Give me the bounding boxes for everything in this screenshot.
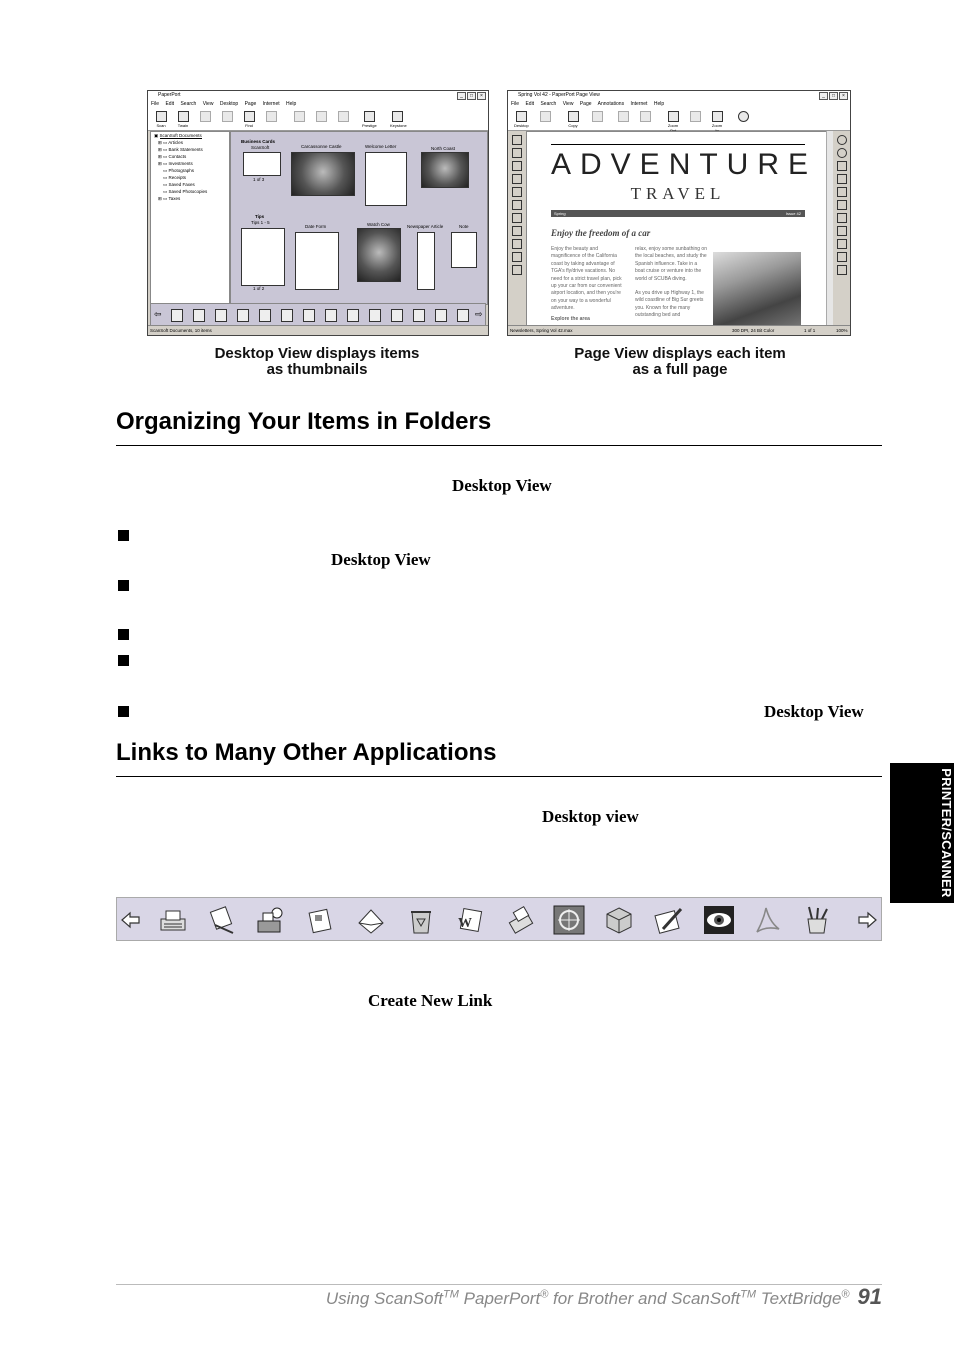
enhance-icon[interactable]: [837, 174, 847, 184]
document-icon[interactable]: [305, 905, 337, 935]
bullet-icon: [118, 580, 129, 591]
page-counter: 1 of 3: [253, 177, 265, 182]
tree-item[interactable]: ▭ Saved Faxes: [163, 182, 195, 187]
rotate-icon: [266, 111, 277, 122]
toolbar-button[interactable]: [336, 111, 350, 127]
tool-icon: [222, 111, 233, 122]
band-right: Issue 42: [785, 211, 801, 216]
headline-adventure: ADVENTURE: [551, 148, 818, 181]
tree-item-label: Saved Photocopies: [168, 189, 208, 194]
cube-icon[interactable]: [603, 905, 635, 935]
tree-item[interactable]: ▭ Saved Photocopies: [163, 189, 208, 194]
grid-icon[interactable]: [837, 187, 847, 197]
hand-tool-icon[interactable]: [512, 187, 522, 197]
text-tool-icon[interactable]: [512, 213, 522, 223]
desktop-label: Desktop: [514, 123, 529, 128]
keystone-label: Keystone: [390, 123, 407, 128]
app-link-icon[interactable]: [215, 309, 227, 322]
business-card-thumbnail[interactable]: [243, 152, 281, 176]
page-icon[interactable]: [837, 239, 847, 249]
thumb-label: Watch Cow: [367, 222, 390, 227]
menu-file[interactable]: File: [511, 101, 520, 107]
page-view-screenshot: [507, 90, 851, 336]
tool-icon: [200, 111, 211, 122]
folder-tree: [150, 131, 230, 305]
app-link-icon[interactable]: [413, 309, 425, 322]
page-footer: [326, 1284, 882, 1310]
tips-thumbnail[interactable]: [241, 228, 285, 286]
menu-search[interactable]: Search: [180, 101, 197, 107]
tree-root[interactable]: ▣ ScanSoft Documents: [154, 133, 202, 138]
article-column-1: Enjoy the beauty and magnificence of the California coast by taking advantage of TGA's fly/drive vacations. No need for a strict travel plan, pick up your car from our convenient airport location, and then you're on your way to a wonderful adventure.: [551, 246, 622, 312]
tree-item-label: Saved Faxes: [168, 182, 195, 187]
section-rule: [116, 776, 882, 777]
copy-icon: [568, 111, 579, 122]
tree-item[interactable]: ⊞ ▭ Taxes: [158, 196, 181, 201]
thumb-label: Note: [459, 224, 469, 229]
menu-view[interactable]: View: [202, 101, 214, 107]
tree-item-label: Contacts: [168, 154, 187, 159]
page-status-bar: [508, 325, 850, 335]
tool-icon: [294, 111, 305, 122]
copy-button[interactable]: [566, 111, 580, 127]
tree-item[interactable]: ▭ Photographs: [163, 168, 195, 173]
desktop-view-term: Desktop View: [452, 476, 552, 495]
footer-text: PaperPort: [458, 1289, 541, 1308]
stamp-tool-icon[interactable]: [512, 265, 522, 275]
toolbar-button[interactable]: [638, 111, 652, 127]
scan-label: Scan: [156, 123, 166, 128]
tree-root-label: ScanSoft Documents: [159, 133, 202, 138]
footer-text: Using ScanSoft: [325, 1289, 444, 1308]
select-tool-icon[interactable]: [512, 148, 522, 158]
zoom-in-button[interactable]: [710, 111, 724, 127]
menu-page[interactable]: Page: [579, 101, 592, 107]
rotate-left-icon[interactable]: [837, 148, 847, 158]
tool-icon: [540, 111, 551, 122]
help-button[interactable]: [736, 111, 750, 127]
castle-photo-thumbnail[interactable]: [291, 152, 355, 196]
menu-view[interactable]: View: [562, 101, 574, 107]
thumb-label: Tips: [255, 214, 265, 219]
tree-item[interactable]: ⊞ ▭ Contacts: [158, 154, 187, 159]
toolbar-button[interactable]: [220, 111, 234, 127]
app-link-icon[interactable]: [457, 309, 469, 322]
bullet-icon: [118, 629, 129, 640]
crop-icon[interactable]: [837, 226, 847, 236]
help-icon: [738, 111, 749, 122]
desktop-menubar: [148, 100, 488, 108]
recycle-bin-icon[interactable]: [405, 905, 437, 935]
desktop-toolbar: [148, 108, 488, 131]
close-icon[interactable]: ×: [477, 92, 486, 100]
side-tab-label: PRINTER/SCANNER: [939, 768, 954, 898]
find-icon: [244, 111, 255, 122]
toolbar-button[interactable]: [314, 111, 328, 127]
menu-help[interactable]: Help: [286, 101, 297, 107]
keystone-button[interactable]: [390, 111, 407, 128]
maximize-icon[interactable]: □: [829, 92, 838, 100]
straighten-icon[interactable]: [837, 252, 847, 262]
thumb-label: Date Form: [305, 224, 327, 229]
column-1-subhead: Explore the area: [551, 316, 590, 322]
section-heading-links: Links to Many Other Applications: [116, 739, 497, 766]
menu-page[interactable]: Page: [244, 101, 257, 107]
tree-item-label: Photographs: [168, 168, 195, 173]
thumb-label: ScanSoft: [251, 145, 270, 150]
find-button[interactable]: [242, 111, 256, 127]
desktop-view-term: Desktop view: [542, 807, 639, 826]
headline-travel: TRAVEL: [630, 184, 726, 203]
app-link-icon[interactable]: [325, 309, 337, 322]
trademark-mark: TM: [740, 1288, 757, 1301]
page-scrollbar[interactable]: [826, 131, 833, 327]
cow-photo-thumbnail[interactable]: [357, 228, 401, 282]
top-rule: [551, 144, 805, 145]
newspaper-thumbnail[interactable]: [417, 232, 435, 290]
lighthouse-photo-thumbnail[interactable]: [421, 152, 469, 188]
tree-item-label: Bank Statements: [168, 147, 203, 152]
status-zoom: 100%: [836, 328, 848, 333]
highlighter-tool-icon[interactable]: [512, 226, 522, 236]
desktop-view-screenshot: [147, 90, 489, 336]
footer-text: TextBridge: [756, 1289, 842, 1308]
twain-label: Twain: [177, 123, 189, 128]
letter-thumbnail[interactable]: [365, 152, 407, 206]
desktop-link-bar: [150, 303, 486, 327]
thumb-label: Business Cards: [241, 139, 276, 144]
article-column-2: relax, enjoy some sunbathing on the local beaches, and study the Spanish influence. Take in a boat cruise or venture into the world of SCUBA diving.: [635, 246, 707, 282]
tool-icon: [592, 111, 603, 122]
page-toolbar: [508, 108, 850, 131]
desktop-status-bar: ScanSoft Documents, 10 items: [148, 325, 488, 335]
page-window-title: Spring Vol 42 - PaperPort Page View: [518, 92, 600, 98]
bullet-icon: [118, 530, 129, 541]
ship-wheel-icon[interactable]: [553, 905, 585, 935]
copy-label: Copy: [568, 123, 578, 128]
tree-item[interactable]: ⊞ ▭ Investments: [158, 161, 193, 166]
tree-item-label: Taxes: [168, 196, 181, 201]
left-arrow-icon[interactable]: ⇦: [154, 309, 162, 319]
form-thumbnail[interactable]: [295, 232, 339, 290]
twain-icon: [178, 111, 189, 122]
scan-icon[interactable]: [255, 905, 287, 935]
text-icon[interactable]: [837, 265, 847, 275]
menu-help[interactable]: Help: [653, 101, 665, 107]
toolbar-button[interactable]: [198, 111, 212, 127]
tree-item[interactable]: ▭ Receipts: [163, 175, 187, 180]
tool-icon: [316, 111, 327, 122]
acrobat-icon[interactable]: [751, 905, 783, 935]
page-menubar: [508, 100, 850, 108]
thumb-label: Carcassonne Castle: [301, 144, 342, 149]
color-icon[interactable]: [837, 200, 847, 210]
desktop-view-term: Desktop View: [331, 550, 431, 569]
scan-button[interactable]: [154, 111, 168, 127]
eye-icon[interactable]: [703, 905, 735, 935]
note-tool-icon[interactable]: [512, 200, 522, 210]
paint-icon[interactable]: [801, 905, 833, 935]
coastline-photo: [713, 252, 801, 328]
trademark-mark: TM: [443, 1288, 459, 1301]
caption-line: as thumbnails: [266, 361, 368, 378]
page-content: [526, 131, 828, 329]
right-arrow-icon[interactable]: [855, 905, 879, 935]
maximize-icon[interactable]: □: [467, 92, 476, 100]
twain-button[interactable]: [176, 111, 190, 127]
desktop-window-title: PaperPort: [158, 92, 181, 98]
app-link-icon[interactable]: [369, 309, 381, 322]
minimize-icon[interactable]: _: [819, 92, 828, 100]
article-column-2b: As you drive up Highway 1, the wild coastline of Big Sur greets you. Known for the many outstanding bed and: [635, 290, 704, 319]
registered-mark: ®: [540, 1288, 549, 1301]
zoom-out-icon: [668, 111, 679, 122]
app-link-icon[interactable]: [391, 309, 403, 322]
section-rule: [116, 445, 882, 446]
article-title: Enjoy the freedom of a car: [551, 228, 651, 238]
rotate-right-icon[interactable]: [837, 135, 847, 145]
tool-icon: [640, 111, 651, 122]
app-link-icon[interactable]: [303, 309, 315, 322]
zoom-in-icon: [712, 111, 723, 122]
app-link-icon[interactable]: [281, 309, 293, 322]
menu-edit[interactable]: Edit: [525, 101, 535, 107]
tree-item-label: Receipts: [168, 175, 187, 180]
desktop-button[interactable]: [514, 111, 528, 127]
tree-item-label: Investments: [168, 161, 193, 166]
rotate-button[interactable]: [264, 111, 278, 127]
page-tools: [835, 133, 849, 323]
pen-tool-icon[interactable]: [512, 161, 522, 171]
desktop-icon: [516, 111, 527, 122]
prestige-button[interactable]: [362, 111, 376, 127]
tool-icon: [338, 111, 349, 122]
word-icon[interactable]: [453, 905, 485, 935]
left-arrow-icon[interactable]: [119, 905, 143, 935]
note-thumbnail[interactable]: [451, 232, 477, 268]
tool-icon: [690, 111, 701, 122]
caption-line: Page View displays each item: [574, 345, 786, 362]
create-new-link-term: Create New Link: [368, 991, 493, 1010]
section-heading-folders: Organizing Your Items in Folders: [116, 408, 492, 435]
bullet-icon: [118, 655, 129, 666]
flip-icon[interactable]: [837, 161, 847, 171]
eye-icon[interactable]: [837, 213, 847, 223]
page-counter: 1 of 2: [253, 286, 265, 291]
toolbar-button[interactable]: [590, 111, 604, 127]
line-tool-icon[interactable]: [512, 252, 522, 262]
tree-item[interactable]: ⊞ ▭ Bank Statements: [158, 147, 203, 152]
printer-icon[interactable]: [505, 905, 537, 935]
tree-item[interactable]: ⊞ ▭ Articles: [158, 140, 184, 145]
typewriter-icon[interactable]: [157, 905, 189, 935]
zoom-in-label: Zoom: [711, 123, 723, 128]
link-bar: [116, 897, 882, 941]
app-link-icon[interactable]: [193, 309, 205, 322]
desktop-view-term: Desktop View: [764, 702, 864, 721]
close-icon[interactable]: ×: [839, 92, 848, 100]
right-arrow-icon[interactable]: ⇨: [475, 309, 483, 319]
caption-line: as a full page: [632, 361, 728, 378]
desktop-view-caption: [160, 346, 474, 378]
menu-file[interactable]: File: [151, 101, 160, 107]
find-label: Find: [245, 123, 253, 128]
keystone-icon: [392, 111, 403, 122]
app-link-icon[interactable]: [171, 309, 183, 322]
svg-text:W: W: [458, 916, 472, 931]
thumb-label: Tips 1 - 5: [251, 220, 270, 225]
toolbar-button[interactable]: [292, 111, 306, 127]
scanner-icon: [156, 111, 167, 122]
toolbar-button[interactable]: [538, 111, 552, 127]
fax-icon[interactable]: [207, 905, 239, 935]
menu-annotations[interactable]: Annotations: [597, 101, 625, 107]
toolbar-button[interactable]: [616, 111, 630, 127]
prestige-icon: [364, 111, 375, 122]
bullet-icon: [118, 706, 129, 717]
desktop-thumbnail-area: [230, 131, 488, 305]
tree-item-label: Articles: [168, 140, 184, 145]
prestige-label: Prestige: [362, 123, 377, 128]
toolbar-button[interactable]: [688, 111, 702, 127]
menu-desktop[interactable]: Desktop: [219, 101, 239, 107]
page-view-caption: [522, 346, 838, 378]
app-link-icon[interactable]: [237, 309, 249, 322]
annotation-tools: [510, 133, 524, 319]
band-left: Spring: [554, 211, 566, 216]
thumb-label: Newspaper Article: [407, 224, 444, 229]
menu-search[interactable]: Search: [540, 101, 557, 107]
app-link-icon[interactable]: [347, 309, 359, 322]
issue-band: [551, 210, 805, 217]
section-side-tab: [890, 763, 954, 903]
thumb-label: Welcome Letter: [365, 144, 397, 149]
marker-tool-icon[interactable]: [512, 239, 522, 249]
footer-text: for Brother and ScanSoft: [548, 1289, 741, 1308]
status-resolution: 300 DPI, 24 Bit Color: [732, 328, 775, 333]
registered-mark: ®: [841, 1288, 850, 1301]
app-link-icon[interactable]: [435, 309, 447, 322]
tool-icon: [618, 111, 629, 122]
pen-icon[interactable]: [653, 905, 685, 935]
status-page: 1 of 1: [804, 328, 816, 333]
email-icon[interactable]: [355, 905, 387, 935]
zoom-out-label: Zoom: [667, 123, 679, 128]
caption-line: Desktop View displays items: [214, 345, 420, 362]
zoom-out-button[interactable]: [666, 111, 680, 127]
minimize-icon[interactable]: _: [457, 92, 466, 100]
crop-tool-icon[interactable]: [512, 174, 522, 184]
pointer-tool-icon[interactable]: [512, 135, 522, 145]
menu-internet[interactable]: Internet: [630, 101, 648, 107]
app-link-icon[interactable]: [259, 309, 271, 322]
page-number: 91: [857, 1284, 882, 1309]
menu-edit[interactable]: Edit: [165, 101, 175, 107]
menu-internet[interactable]: Internet: [262, 101, 280, 107]
status-file: Newsletters, Spring Vol 42.max: [510, 328, 573, 333]
thumb-label: North Coast: [431, 146, 456, 151]
